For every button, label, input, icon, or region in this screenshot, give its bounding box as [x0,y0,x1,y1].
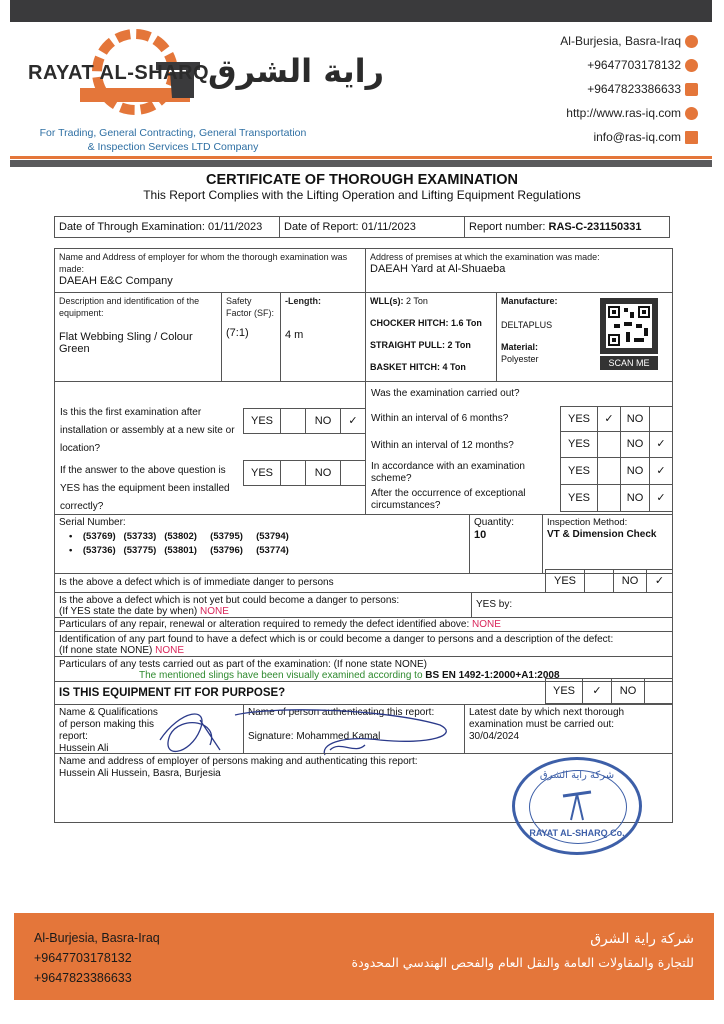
report-number-value: RAS-C-231150331 [548,221,642,233]
wll-label: WLL(s): [370,296,404,306]
tagline [28,126,318,154]
scheme-no-check[interactable]: ✓ [649,457,673,485]
brand-name-en: RAYAT AL-SHARQ [28,62,210,84]
footer-arabic-name: شركة راية الشرق [590,931,694,947]
identification-none: NONE [155,645,185,656]
six-months-question: Within an interval of 6 months? [371,413,509,424]
choker-hitch: CHOCKER HITCH: 1.6 Ton [370,318,482,328]
scheme-question: In accordance with an examination scheme? [371,461,525,484]
footer-phone-2: +9647823386633 [34,971,132,985]
contact-phone-1-text: +9647703178132 [587,58,681,72]
serial-label: Serial Number: [59,517,126,528]
authenticating-label: Name of person authenticating this report: [248,707,435,718]
qualifications-value: Hussein Ali [59,743,109,754]
serial-row-2: • (53736) (53775) (53801) (53796) (53774) [69,545,289,556]
serial-cell [54,514,470,574]
next-exam-cell [464,704,673,754]
stamp-arabic-text: شركة راية الشرق [539,770,615,781]
six-months-no-check[interactable] [649,406,673,432]
report-date-value: 01/11/2023 [361,221,416,233]
wll-value: 2 Ton [406,296,428,306]
footer-phone-1: +9647703178132 [34,951,132,965]
immediate-danger-no[interactable]: NO [613,569,647,593]
fit-purpose-no[interactable]: NO [611,678,645,704]
serial-row-1-values: (53769) (53733) (53802) (53795) (53794) [82,531,289,542]
exam-date-cell [54,216,280,238]
six-months-yes[interactable]: YES [560,406,598,432]
exceptional-question: After the occurrence of exceptional circumstances? [371,488,526,511]
contact-website [566,106,698,120]
report-number-cell [464,216,670,238]
exceptional-yes-check[interactable] [597,484,621,512]
stamp-pump-icon [559,786,595,822]
repair-none: NONE [472,619,501,630]
scan-me-label: SCAN ME [600,356,658,370]
straight-pull: STRAIGHT PULL: 2 Ton [370,340,471,350]
inspection-method-label: Inspection Method: [547,517,628,528]
certificate-subtitle: This Report Complies with the Lifting Operation and Lifting Equipment Regulations [143,188,581,202]
yes-by-label: YES by: [476,599,513,610]
first-exam-yes-check[interactable] [280,408,306,434]
footer-address: Al-Burjesia, Basra-Iraq [34,931,160,945]
fit-purpose-yes-check[interactable]: ✓ [582,678,612,704]
employer-value: DAEAH E&C Company [59,275,173,287]
exam-date-label: Date of Through Examination: [59,221,205,233]
immediate-danger-yes[interactable]: YES [545,569,585,593]
contact-address-text: Al-Burjesia, Basra-Iraq [560,34,681,48]
equipment-desc-label: Description and identification of the equipment: [59,296,200,318]
company-stamp [512,757,642,855]
manufacture-label: Manufacture: [501,296,558,306]
identification-question: Identification of any part found to have a defect which is or could become a danger to persons and a description of the defect: [59,634,614,645]
basket-hitch: BASKET HITCH: 4 Ton [370,362,466,372]
employer-label: Name and Address of employer for whom the thorough examination was made: [59,252,348,274]
yes-by-cell [471,592,673,618]
fit-purpose-no-check[interactable] [644,678,673,704]
footer-arabic-desc: للتجارة والمقاولات العامة والنقل العام والفحص الهندسي المحدودة [351,955,694,970]
scheme-yes-check[interactable] [597,457,621,485]
tagline-line-1: For Trading, General Contracting, General Transportation [39,127,307,139]
next-exam-value: 30/04/2024 [469,731,520,742]
stamp-english-text: RAYAT AL-SHARQ Co. [529,828,625,838]
exam-date-value: 01/11/2023 [208,221,263,233]
wll-row [370,295,492,307]
serial-row-2-values: (53736) (53775) (53801) (53796) (53774) [82,545,289,556]
header-accent-line [10,156,712,159]
immediate-danger-no-check[interactable]: ✓ [646,569,673,593]
inspection-method-value: VT & Dimension Check [547,529,657,540]
premises-label: Address of premises at which the examination was made: [370,252,600,262]
certificate-title: CERTIFICATE OF THOROUGH EXAMINATION [205,172,518,188]
qr-code-icon[interactable] [600,298,658,354]
inspection-method-cell [542,514,673,574]
exceptional-no-check[interactable]: ✓ [649,484,673,512]
tests-standard: BS EN 1492-1:2000+A1:2008 [425,670,560,681]
qualifications-label: Name & Qualifications of person making this report: [59,707,158,742]
installed-no[interactable]: NO [305,460,341,486]
twelve-months-yes[interactable]: YES [560,431,598,458]
identification-note [59,645,668,656]
report-number-label: Report number: [469,221,546,233]
scheme-no[interactable]: NO [620,457,650,485]
six-months-yes-check[interactable]: ✓ [597,406,621,432]
exceptional-no[interactable]: NO [620,484,650,512]
quantity-label: Quantity: [474,517,515,528]
contact-email [593,130,698,144]
potential-danger-cell [54,592,472,618]
contact-phone-2 [587,82,698,96]
tests-question: Particulars of any tests carried out as part of the examination: (If none state NONE) [59,659,427,670]
safety-factor-cell [221,292,281,382]
globe-icon [685,107,698,120]
premises-value: DAEAH Yard at Al-Shuaeba [370,263,506,275]
repair-question: Particulars of any repair, renewal or alteration required to remedy the defect identified above: [59,619,470,630]
quantity-cell [469,514,543,574]
tagline-line-2: & Inspection Services LTD Company [87,141,259,153]
report-employer-label: Name and address of employer of persons making and authenticating this report: [59,756,418,767]
location-pin-icon [685,35,698,48]
fit-purpose-yes[interactable]: YES [545,678,583,704]
contact-phone-1 [587,58,698,72]
immediate-danger-yes-check[interactable] [584,569,614,593]
installed-no-check[interactable] [340,460,366,486]
length-value: 4 m [285,329,304,341]
first-exam-no-check[interactable]: ✓ [340,408,366,434]
report-employer-value: Hussein Ali Hussein, Basra, Burjesia [59,768,221,779]
material-value: Polyester [501,354,539,364]
repair-cell [54,617,673,632]
scheme-yes[interactable]: YES [560,457,598,485]
equipment-desc-value: Flat Webbing Sling / Colour Green [59,331,193,355]
immediate-danger-cell [54,573,546,593]
carried-out-question: Was the examination carried out? [371,388,520,399]
envelope-icon [685,131,698,144]
identification-note-text: (If none state NONE) [59,645,153,656]
potential-danger-note [59,606,467,617]
twelve-months-question: Within an interval of 12 months? [371,440,514,451]
premises-cell [365,248,673,293]
twelve-months-no-check[interactable]: ✓ [649,431,673,458]
potential-danger-note-text: (If YES state the date by when) [59,606,198,617]
length-cell [280,292,366,382]
report-date-cell [279,216,465,238]
header-top-bar [10,0,712,22]
fit-purpose-question: IS THIS EQUIPMENT FIT FOR PURPOSE? [59,687,286,699]
brand-name-ar: راية الشرق [208,52,385,90]
contact-email-text: info@ras-iq.com [593,130,681,144]
potential-danger-none: NONE [200,606,229,617]
exceptional-yes[interactable]: YES [560,484,598,512]
phone-icon [685,59,698,72]
serial-row-1: • (53769) (53733) (53802) (53795) (53794) [69,531,289,542]
equipment-desc-cell [54,292,222,382]
installed-yes[interactable]: YES [243,460,281,486]
manufacture-value: DELTAPLUS [501,320,553,330]
six-months-no[interactable]: NO [620,406,650,432]
contact-phone-2-text: +9647823386633 [587,82,681,96]
first-exam-yes[interactable]: YES [243,408,281,434]
contact-address [560,34,698,48]
installed-question: If the answer to the above question is YES has the equipment been installed correctly? [60,465,230,512]
footer-bar [14,913,714,1000]
safety-factor-value: (7:1) [226,327,249,339]
twelve-months-no[interactable]: NO [620,431,650,458]
potential-danger-question: Is the above a defect which is not yet but could become a danger to persons: [59,595,400,606]
first-exam-no[interactable]: NO [305,408,341,434]
quantity-value: 10 [474,529,487,541]
tests-detail: The mentioned slings have been visually examined according to [139,670,423,681]
contact-website-text: http://www.ras-iq.com [566,106,681,120]
material-label: Material: [501,342,539,352]
mobile-icon [685,83,698,96]
identification-cell [54,631,673,657]
next-exam-label: Latest date by which next thorough examination must be carried out: [469,707,625,730]
wll-cell [365,292,497,382]
twelve-months-yes-check[interactable] [597,431,621,458]
length-label: -Length: [285,296,321,306]
header-divider [10,160,712,167]
report-date-label: Date of Report: [284,221,359,233]
immediate-danger-question: Is the above a defect which is of immediate danger to persons [59,577,334,588]
installed-yes-check[interactable] [280,460,306,486]
employer-cell [54,248,366,293]
first-exam-question: Is this the first examination after installation or assembly at a new site or location? [60,407,235,454]
safety-factor-label: Safety Factor (SF): [226,296,275,318]
authenticating-value: Signature: Mohammed Kamal [248,731,381,742]
